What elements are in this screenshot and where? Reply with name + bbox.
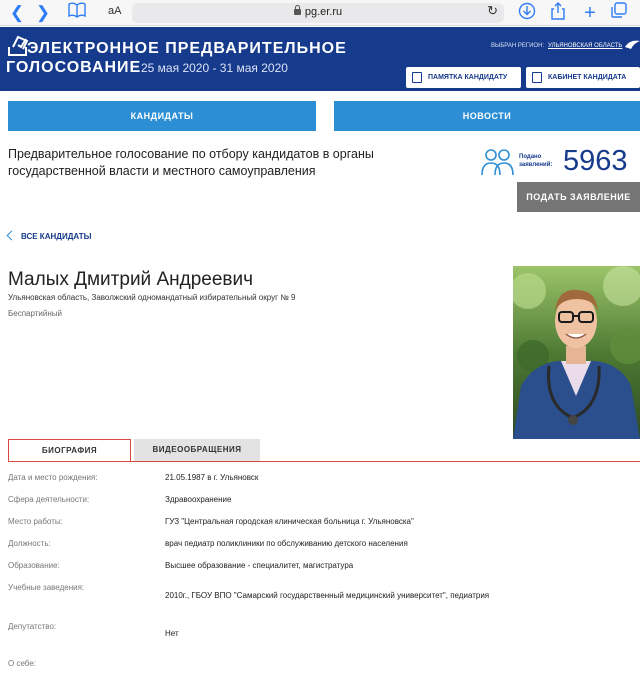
party-logo-icon xyxy=(625,39,640,49)
applications-count: 5963 xyxy=(563,145,628,177)
tabs-overview-icon[interactable] xyxy=(608,2,630,24)
new-tab-icon[interactable]: + xyxy=(584,2,596,24)
applications-label: Подано заявлений: xyxy=(519,154,553,168)
bio-value-deputy: Нет xyxy=(165,629,179,638)
cabinet-icon xyxy=(532,72,542,83)
lock-icon xyxy=(294,9,301,15)
url-text: pg.er.ru xyxy=(304,6,343,18)
download-icon[interactable] xyxy=(516,2,538,24)
bio-label-about: О себе: xyxy=(8,659,36,668)
intro-text: Предварительное голосование по отбору кандидатов в органы государственной власти и местного самоуправления xyxy=(8,147,374,178)
browser-toolbar xyxy=(0,0,640,26)
candidate-memo-label: ПАМЯТКА КАНДИДАТУ xyxy=(428,74,508,81)
candidate-cabinet-label: КАБИНЕТ КАНДИДАТА xyxy=(548,74,627,81)
bio-label-workplace: Место работы: xyxy=(8,517,63,526)
news-nav-button[interactable]: НОВОСТИ xyxy=(334,101,640,131)
reload-icon[interactable]: ↻ xyxy=(487,3,498,18)
bio-label-position: Должность: xyxy=(8,539,51,548)
tab-divider xyxy=(8,461,640,462)
bio-label-birth: Дата и место рождения: xyxy=(8,473,98,482)
region-selector[interactable]: УЛЬЯНОВСКАЯ ОБЛАСТЬ xyxy=(548,43,623,49)
tab-biography[interactable]: БИОГРАФИЯ xyxy=(8,439,131,461)
people-icon xyxy=(480,146,514,176)
region-label: ВЫБРАН РЕГИОН: xyxy=(491,43,545,49)
candidate-district: Ульяновская область, Заволжский одномандатный избирательный округ № 9 xyxy=(8,293,296,302)
candidates-nav-button[interactable]: КАНДИДАТЫ xyxy=(8,101,316,131)
reader-text-size[interactable]: aA xyxy=(108,5,122,17)
bio-value-position: врач педиатр поликлиники по обслуживанию детского населения xyxy=(165,539,408,548)
address-bar[interactable] xyxy=(132,3,504,23)
bio-label-field: Сфера деятельности: xyxy=(8,495,90,504)
header-title-line1: ЭЛЕКТРОННОЕ ПРЕДВАРИТЕЛЬНОЕ xyxy=(27,40,347,57)
forward-icon[interactable]: ❯ xyxy=(35,3,51,22)
candidate-name: Малых Дмитрий Андреевич xyxy=(8,269,254,290)
site-header xyxy=(0,27,640,91)
candidate-memo-button[interactable] xyxy=(406,67,521,88)
voting-dates: 25 мая 2020 - 31 мая 2020 xyxy=(141,61,288,75)
candidate-cabinet-button[interactable] xyxy=(526,67,640,88)
bio-value-field: Здравоохранение xyxy=(165,495,232,504)
all-candidates-label: ВСЕ КАНДИДАТЫ xyxy=(21,232,92,241)
bio-label-education: Образование: xyxy=(8,561,60,570)
bio-label-deputy: Депутатство: xyxy=(8,622,57,631)
bio-value-birth: 21.05.1987 в г. Ульяновск xyxy=(165,473,259,482)
candidate-party: Беспартийный xyxy=(8,309,62,318)
share-icon[interactable] xyxy=(547,2,569,24)
bookmarks-icon[interactable] xyxy=(66,2,88,24)
memo-icon xyxy=(412,72,422,83)
bio-value-institutions: 2010г., ГБОУ ВПО "Самарский государственный медицинский университет", педиатрия xyxy=(165,591,490,600)
back-icon[interactable]: ❮ xyxy=(9,3,25,22)
submit-application-button[interactable]: ПОДАТЬ ЗАЯВЛЕНИЕ xyxy=(517,182,640,212)
bio-value-education: Высшее образование - специалитет, магистратура xyxy=(165,561,354,570)
tab-video-appeals[interactable]: ВИДЕООБРАЩЕНИЯ xyxy=(134,439,260,461)
all-candidates-link[interactable] xyxy=(8,232,92,241)
header-title-line2: ГОЛОСОВАНИЕ xyxy=(6,59,142,76)
candidate-photo xyxy=(513,266,640,439)
bio-label-institutions: Учебные заведения: xyxy=(8,583,85,592)
chevron-left-icon xyxy=(7,231,17,241)
bio-value-workplace: ГУЗ "Центральная городская клиническая больница г. Ульяновска" xyxy=(165,517,414,526)
